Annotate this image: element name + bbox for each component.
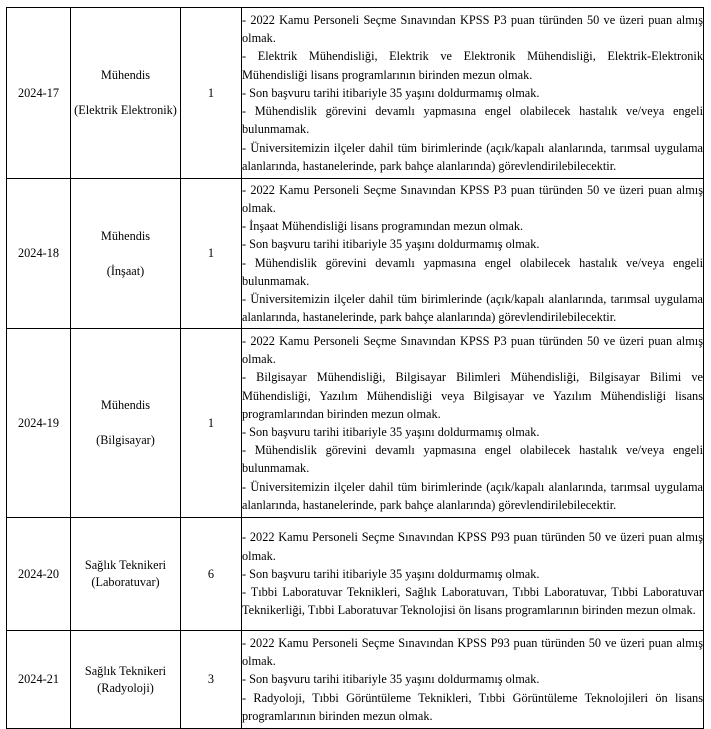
position-code: 2024-19 — [7, 329, 71, 518]
requirement-item: - Tıbbi Laboratuvar Teknikleri, Sağlık Laboratuvarı, Tıbbi Laboratuvar, Tıbbi Laboratuvar Teknikerliği, Tıbbi Laboratuvar Teknolojisi ön lisans programlarının birinden mezun olmak. — [242, 585, 703, 618]
requirement-item: - Son başvuru tarihi itibariyle 35 yaşını doldurmamış olmak. — [242, 85, 540, 100]
requirement-item: - İnşaat Mühendisliği lisans programından mezun olmak. — [242, 219, 524, 234]
table-row — [7, 631, 704, 729]
title-specialty: (Bilgisayar) — [96, 433, 155, 447]
requirements-cell — [242, 518, 704, 631]
requirement-item: - Elektrik Mühendisliği, Elektrik ve Elektronik Mühendisliği, Elektrik-Elektronik Mühendisliği lisans programlarının birinden mezun olmak. — [242, 49, 703, 82]
position-count: 6 — [181, 518, 242, 631]
table-row — [7, 518, 704, 631]
requirement-item: - Radyoloji, Tıbbi Görüntüleme Teknikleri, Tıbbi Görüntüleme Teknolojileri ön lisans programlarının birinden mezun olmak. — [242, 690, 703, 723]
requirement-item: - 2022 Kamu Personeli Seçme Sınavından KPSS P3 puan türünden 50 ve üzeri puan almış olmak. — [242, 13, 703, 46]
title-main: Mühendis — [100, 398, 151, 412]
requirement-item: - Üniversitemizin ilçeler dahil tüm birimlerinde (açık/kapalı alanlarında, tarımsal uygulama alanlarında, hastanelerinde, park bahçe alanlarında) görevlendirilebilecektir. — [242, 479, 703, 512]
requirement-item: - Üniversitemizin ilçeler dahil tüm birimlerinde (açık/kapalı alanlarında, tarımsal uygulama alanlarında, hastanelerinde, park bahçe alanlarında) görevlendirilebilecektir. — [242, 291, 703, 325]
requirement-item: - Son başvuru tarihi itibariyle 35 yaşını doldurmamış olmak. — [242, 672, 540, 687]
position-code: 2024-21 — [7, 631, 71, 729]
position-title — [71, 329, 181, 518]
position-title — [71, 631, 181, 729]
requirement-item: - 2022 Kamu Personeli Seçme Sınavından KPSS P3 puan türünden 50 ve üzeri puan almış olmak. — [242, 182, 703, 215]
title-main: Sağlık Teknikeri — [84, 663, 167, 678]
table-row — [7, 329, 704, 518]
requirements-cell — [242, 631, 704, 729]
requirement-item: - 2022 Kamu Personeli Seçme Sınavından KPSS P93 puan türünden 50 ve üzeri puan almış olmak. — [242, 530, 703, 563]
requirement-item: - Son başvuru tarihi itibariyle 35 yaşını doldurmamış olmak. — [242, 425, 540, 439]
requirement-item: - Bilgisayar Mühendisliği, Bilgisayar Bilimleri Mühendisliği, Bilgisayar Bilimi ve Mühendisliği, Yazılım Mühendisliği veya Bilgisayar ve Yazılım Mühendisliği lisans programlarından birinden mezun olmak. — [242, 370, 703, 421]
title-specialty: (Radyoloji) — [97, 680, 154, 695]
position-title — [71, 8, 181, 179]
position-code: 2024-20 — [7, 518, 71, 631]
title-main: Sağlık Teknikeri — [84, 558, 167, 572]
requirement-item: - Son başvuru tarihi itibariyle 35 yaşını doldurmamış olmak. — [242, 237, 540, 252]
requirement-item: - Mühendislik görevini devamlı yapmasına engel olabilecek hastalık ve/veya engeli bulunmamak. — [242, 104, 703, 137]
requirement-item: - Mühendislik görevini devamlı yapmasına engel olabilecek hastalık ve/veya engeli bulunmamak. — [242, 443, 703, 476]
position-title — [71, 179, 181, 329]
title-specialty: (Elektrik Elektronik) — [74, 103, 177, 117]
position-title — [71, 518, 181, 631]
requirement-item: - 2022 Kamu Personeli Seçme Sınavından KPSS P3 puan türünden 50 ve üzeri puan almış olmak. — [242, 333, 703, 367]
position-code: 2024-18 — [7, 179, 71, 329]
title-specialty: (Laboratuvar) — [91, 575, 160, 589]
table-row — [7, 8, 704, 179]
requirements-cell — [242, 8, 704, 179]
positions-table — [6, 7, 704, 729]
requirements-cell — [242, 329, 704, 518]
title-main: Mühendis — [100, 228, 151, 243]
title-specialty: (İnşaat) — [106, 263, 145, 278]
table-row — [7, 179, 704, 329]
title-main: Mühendis — [100, 68, 151, 82]
requirement-item: - Üniversitemizin ilçeler dahil tüm birimlerinde (açık/kapalı alanlarında, tarımsal uygulama alanlarında, hastanelerinde, park bahçe alanlarında) görevlendirilebilecektir. — [242, 140, 703, 173]
position-count: 3 — [181, 631, 242, 729]
requirements-cell — [242, 179, 704, 329]
position-count: 1 — [181, 179, 242, 329]
position-code: 2024-17 — [7, 8, 71, 179]
position-count: 1 — [181, 329, 242, 518]
requirement-item: - Mühendislik görevini devamlı yapmasına engel olabilecek hastalık ve/veya engeli bulunmamak. — [242, 255, 703, 288]
requirement-item: - Son başvuru tarihi itibariyle 35 yaşını doldurmamış olmak. — [242, 566, 540, 581]
requirement-item: - 2022 Kamu Personeli Seçme Sınavından KPSS P93 puan türünden 50 ve üzeri puan almış olmak. — [242, 635, 703, 669]
position-count: 1 — [181, 8, 242, 179]
